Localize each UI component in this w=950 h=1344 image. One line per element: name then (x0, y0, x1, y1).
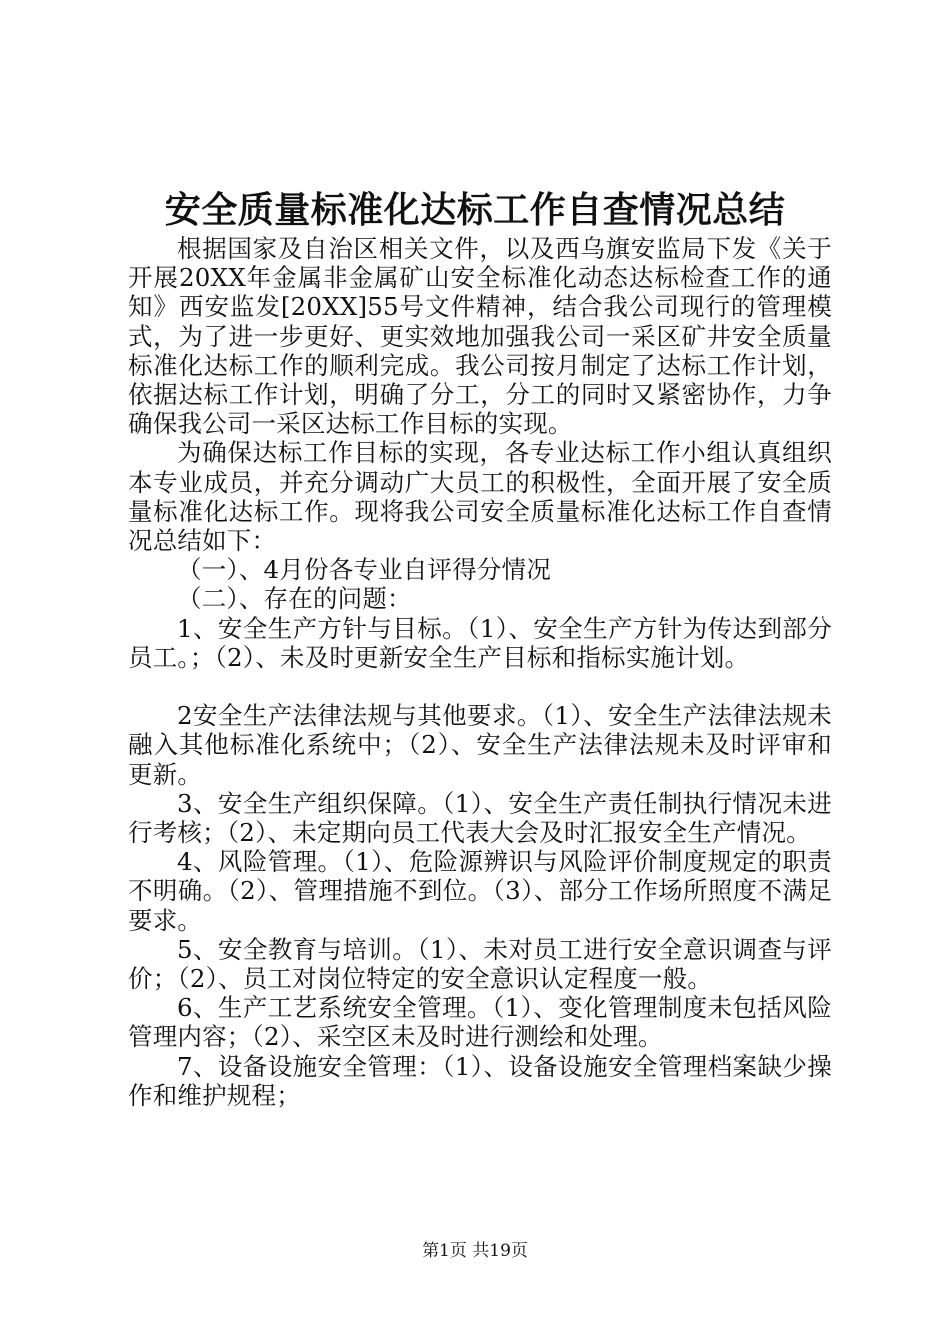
problem-item-7: 7、设备设施安全管理：（1）、设备设施安全管理档案缺少操作和维护规程； (128, 1051, 832, 1110)
problem-item-6: 6、生产工艺系统安全管理。（1）、变化管理制度未包括风险管理内容；（2）、采空区未及时进行测绘和处理。 (128, 993, 832, 1052)
problem-item-4: 4、风险管理。（1）、危险源辨识与风险评价制度规定的职责不明确。（2）、管理措施不到位。（3）、部分工作场所照度不满足要求。 (128, 847, 832, 935)
problem-item-5: 5、安全教育与培训。（1）、未对员工进行安全意识调查与评价；（2）、员工对岗位特定的安全意识认定程度一般。 (128, 934, 832, 994)
problem-item-2: 2安全生产法律法规与其他要求。（1）、安全生产法律法规未融入其他标准化系统中；（2）、安全生产法律法规未及时评审和更新。 (128, 701, 832, 789)
document-body (128, 234, 832, 1110)
section-heading-scores: （一）、4月份各专业自评得分情况 (177, 555, 552, 585)
blank-line (128, 672, 832, 701)
page-number-footer: 第1页 共19页 (422, 1241, 528, 1261)
problem-item-3: 3、安全生产组织保障。（1）、安全生产责任制执行情况未进行考核；（2）、未定期向员工代表大会及时汇报安全生产情况。 (128, 788, 832, 848)
paragraph-summary: 为确保达标工作目标的实现，各专业达标工作小组认真组织本专业成员，并充分调动广大员工的积极性，全面开展了安全质量标准化达标工作。现将我公司安全质量标准化达标工作自查情况总结如下： (128, 438, 832, 556)
paragraph-intro: 根据国家及自治区相关文件，以及西乌旗安监局下发《关于开展20XX年金属非金属矿山安全标准化动态达标检查工作的通知》西安监发[20XX]55号文件精神，结合我公司现行的管理模式，为了进一步更好、更实效地加强我公司一采区矿井安全质量标准化达标工作的顺利完成。我公司按月制定了达标工作计划，依据达标工作计划，明确了分工，分工的同时又紧密协作，力争确保我公司一采区达标工作目标的实现。 (128, 234, 832, 439)
document-title: 安全质量标准化达标工作自查情况总结 (164, 189, 786, 231)
section-heading-problems: （二）、存在的问题： (177, 584, 412, 614)
problem-item-1: 1、安全生产方针与目标。（1）、安全生产方针为传达到部分员工。；（2）、未及时更新安全生产目标和指标实施计划。 (128, 613, 832, 672)
